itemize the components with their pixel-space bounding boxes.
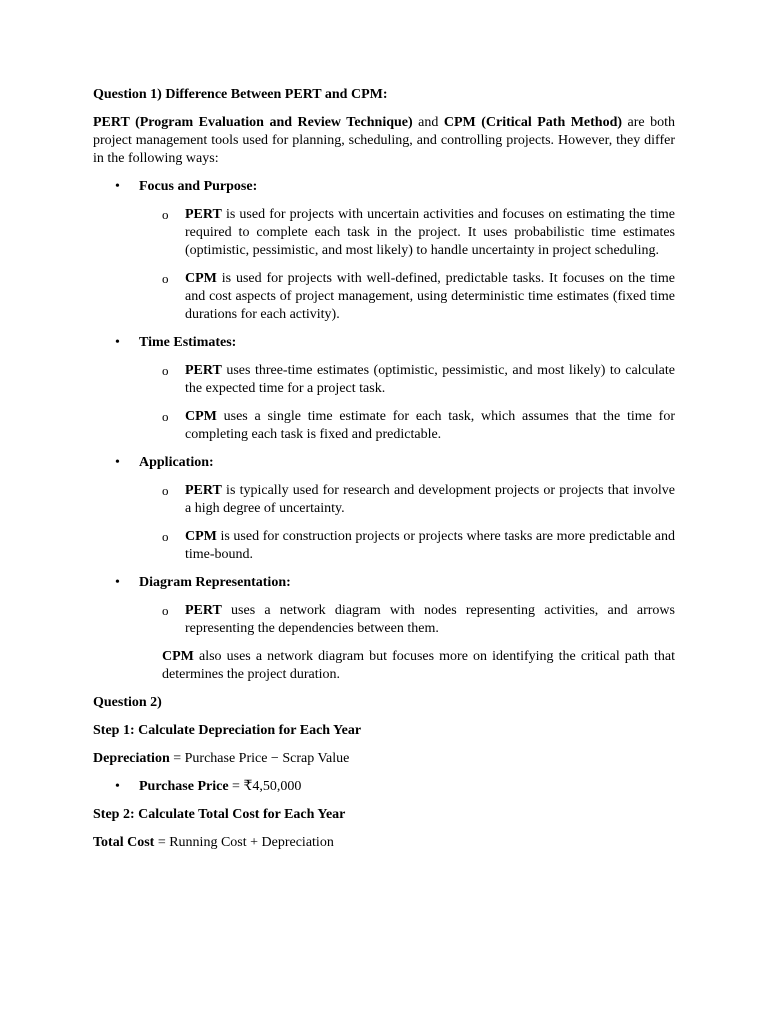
sub-bullet-icon: o (162, 363, 169, 378)
document-page (93, 86, 675, 862)
list-item: o CPM uses a single time estimate for each task, which assumes that the time for completing each task is fixed and predictable. (162, 409, 675, 442)
sub-bullet-icon: o (162, 483, 169, 498)
sub-bullet-icon: o (162, 529, 169, 544)
q1-intro (93, 114, 675, 168)
bullet-icon: • (115, 575, 120, 590)
list-item: o PERT is typically used for research and development projects or projects that involve a high degree of uncertainty. (162, 483, 675, 516)
purchase-price-item: • Purchase Price = ₹4,50,000 (115, 779, 302, 794)
section-title-time-estimates: • Time Estimates: (115, 335, 237, 350)
list-item: o CPM is used for projects with well-defined, predictable tasks. It focuses on the time and cost aspects of project management, using deterministic time estimates (fixed time durations for each activity). (162, 271, 675, 322)
sub-bullet-icon: o (162, 207, 169, 222)
bullet-icon: • (115, 179, 120, 194)
sub-bullet-icon: o (162, 603, 169, 618)
section-title-focus: • Focus and Purpose: (115, 179, 258, 194)
list-item: o CPM is used for construction projects or projects where tasks are more predictable and time-bound. (162, 529, 675, 562)
bullet-icon: • (115, 455, 120, 470)
intro-rest: are both project management tools used for planning, scheduling, and controlling projects. However, they differ in the following ways: (93, 115, 675, 166)
bullet-icon: • (115, 779, 120, 794)
total-cost-formula: Total Cost = Running Cost + Depreciation (93, 835, 334, 850)
section-title-diagram: • Diagram Representation: (115, 575, 291, 590)
cpm-term: CPM (Critical Path Method) (443, 115, 623, 130)
cpm-note: CPM also uses a network diagram but focuses more on identifying the critical path that determines the project duration. (162, 649, 675, 682)
q2-step1: Step 1: Calculate Depreciation for Each Year (93, 723, 362, 738)
list-item: o PERT is used for projects with uncertain activities and focuses on estimating the time required to complete each task in the project. It uses probabilistic time estimates (optimistic, pessimistic, and most likely) to handle uncertainty in project scheduling. (162, 207, 675, 258)
sub-bullet-icon: o (162, 409, 169, 424)
q2-heading: Question 2) (93, 695, 162, 710)
list-item: o PERT uses three-time estimates (optimistic, pessimistic, and most likely) to calculate the expected time for a project task. (162, 363, 675, 396)
pert-term: PERT (Program Evaluation and Review Technique) (93, 115, 413, 130)
depreciation-formula: Depreciation = Purchase Price − Scrap Value (93, 751, 350, 766)
list-item: o PERT uses a network diagram with nodes representing activities, and arrows representing the dependencies between them. (162, 603, 675, 636)
q1-heading: Question 1) Difference Between PERT and CPM: (93, 87, 388, 102)
bullet-icon: • (115, 335, 120, 350)
sub-bullet-icon: o (162, 271, 169, 286)
section-title-application: • Application: (115, 455, 214, 470)
q2-step2: Step 2: Calculate Total Cost for Each Year (93, 807, 346, 822)
intro-and: and (412, 115, 444, 130)
